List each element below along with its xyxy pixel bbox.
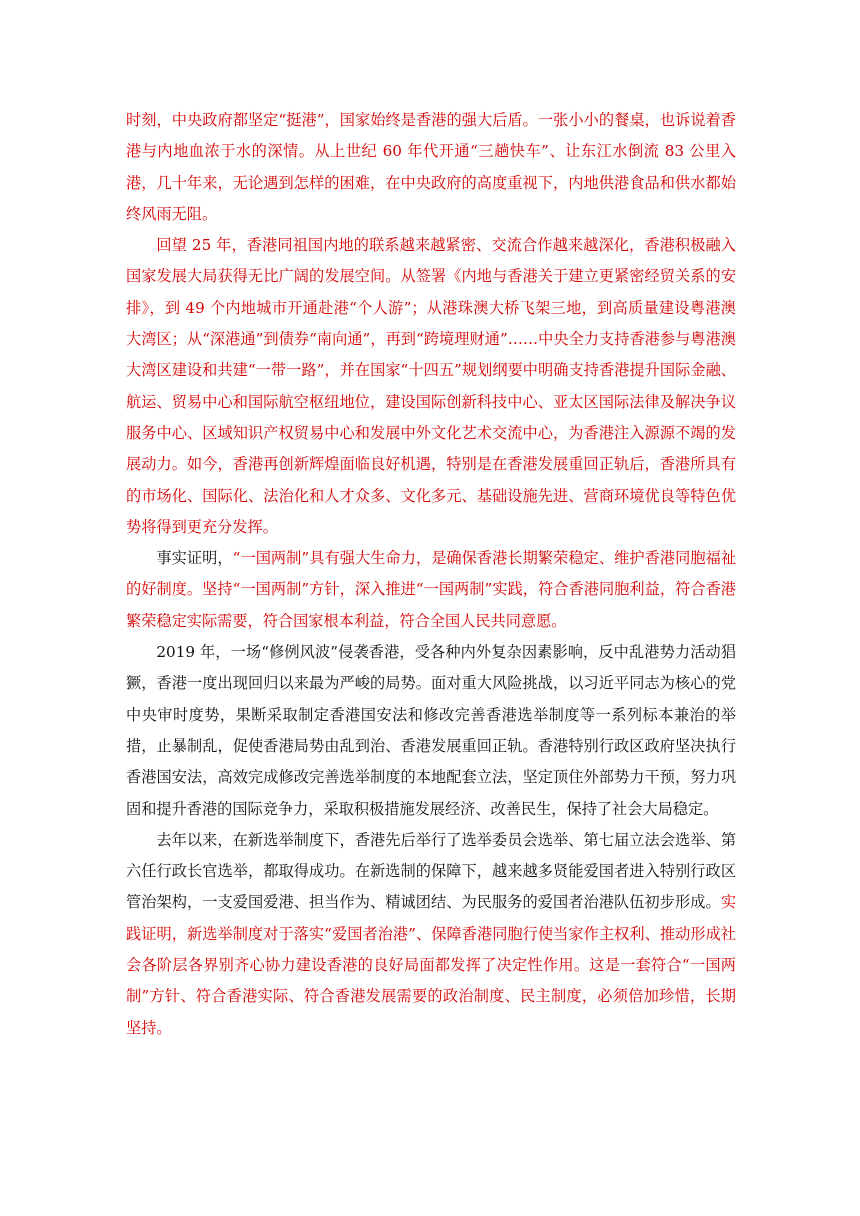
paragraph-3-highlight: “一国两制”具有强大生命力，是确保香港长期繁荣稳定、维护香港同胞福祉的好制度。坚持“一国两制”方针，深入推进“一国两制”实践，符合香港同胞利益，符合香港繁荣稳定实际需要，符合国家根本利益，符合全国人民共同意愿。	[126, 549, 737, 630]
paragraph-3	[126, 543, 736, 637]
paragraph-5-body: 去年以来，在新选举制度下，香港先后举行了选举委员会选举、第七届立法会选举、第六任行政长官选举，都取得成功。在新选制的保障下，越来越多贤能爱国者进入特别行政区管治架构，一支爱国爱港、担当作为、精诚团结、为民服务的爱国者治港队伍初步形成。	[126, 830, 736, 912]
paragraph-5-highlight: 实践证明，新选举制度对于落实“爱国者治港”、保障香港同胞行使当家作主权利、推动形成社会各阶层各界别齐心协力建设香港的良好局面都发挥了决定性作用。这是一套符合“一国两制”方针、符合香港实际、符合香港发展需要的政治制度、民主制度，必须倍加珍惜，长期坚持。	[126, 893, 736, 1037]
paragraph-1	[126, 105, 736, 230]
paragraph-3-lead: 事实证明，	[156, 549, 233, 568]
document-page	[126, 105, 736, 1044]
paragraph-4-text: 2019 年，一场“修例风波”侵袭香港，受各种内外复杂因素影响，反中乱港势力活动猖獗，香港一度出现回归以来最为严峻的局势。面对重大风险挑战，以习近平同志为核心的党中央审时度势，果断采取制定香港国安法和修改完善香港选举制度等一系列标本兼治的举措，止暴制乱，促使香港局势由乱到治、香港发展重回正轨。香港特别行政区政府坚决执行香港国安法，高效完成修改完善选举制度的本地配套立法，坚定顶住外部势力干预，努力巩固和提升香港的国际竞争力，采取积极措施发展经济、改善民生，保持了社会大局稳定。	[126, 643, 736, 818]
paragraph-1-text: 时刻，中央政府都坚定“挺港”，国家始终是香港的强大后盾。一张小小的餐桌，也诉说着香港与内地血浓于水的深情。从上世纪 60 年代开通“三趟快车”、让东江水倒流 83 公里入港，几十年来，无论遇到怎样的困难，在中央政府的高度重视下，内地供港食品和供水都始终风雨无阻。	[126, 111, 736, 223]
paragraph-2-text: 回望 25 年，香港同祖国内地的联系越来越紧密、交流合作越来越深化，香港积极融入国家发展大局获得无比广阔的发展空间。从签署《内地与香港关于建立更紧密经贸关系的安排》，到 49 个内地城市开通赴港“个人游”；从港珠澳大桥飞架三地，到高质量建设粤港澳大湾区；从“深港通”到债券“南向通”，再到“跨境理财通”……中央全力支持香港参与粤港澳大湾区建设和共建“一带一路”，并在国家“十四五”规划纲要中明确支持香港提升国际金融、航运、贸易中心和国际航空枢纽地位，建设国际创新科技中心、亚太区国际法律及解决争议服务中心、区域知识产权贸易中心和发展中外文化艺术交流中心，为香港注入源源不竭的发展动力。如今，香港再创新辉煌面临良好机遇，特别是在香港发展重回正轨后，香港所具有的市场化、国际化、法治化和人才众多、文化多元、基础设施先进、营商环境优良等特色优势将得到更充分发挥。	[126, 236, 736, 536]
paragraph-2	[126, 230, 736, 543]
paragraph-5	[126, 825, 736, 1044]
paragraph-4	[126, 637, 736, 825]
